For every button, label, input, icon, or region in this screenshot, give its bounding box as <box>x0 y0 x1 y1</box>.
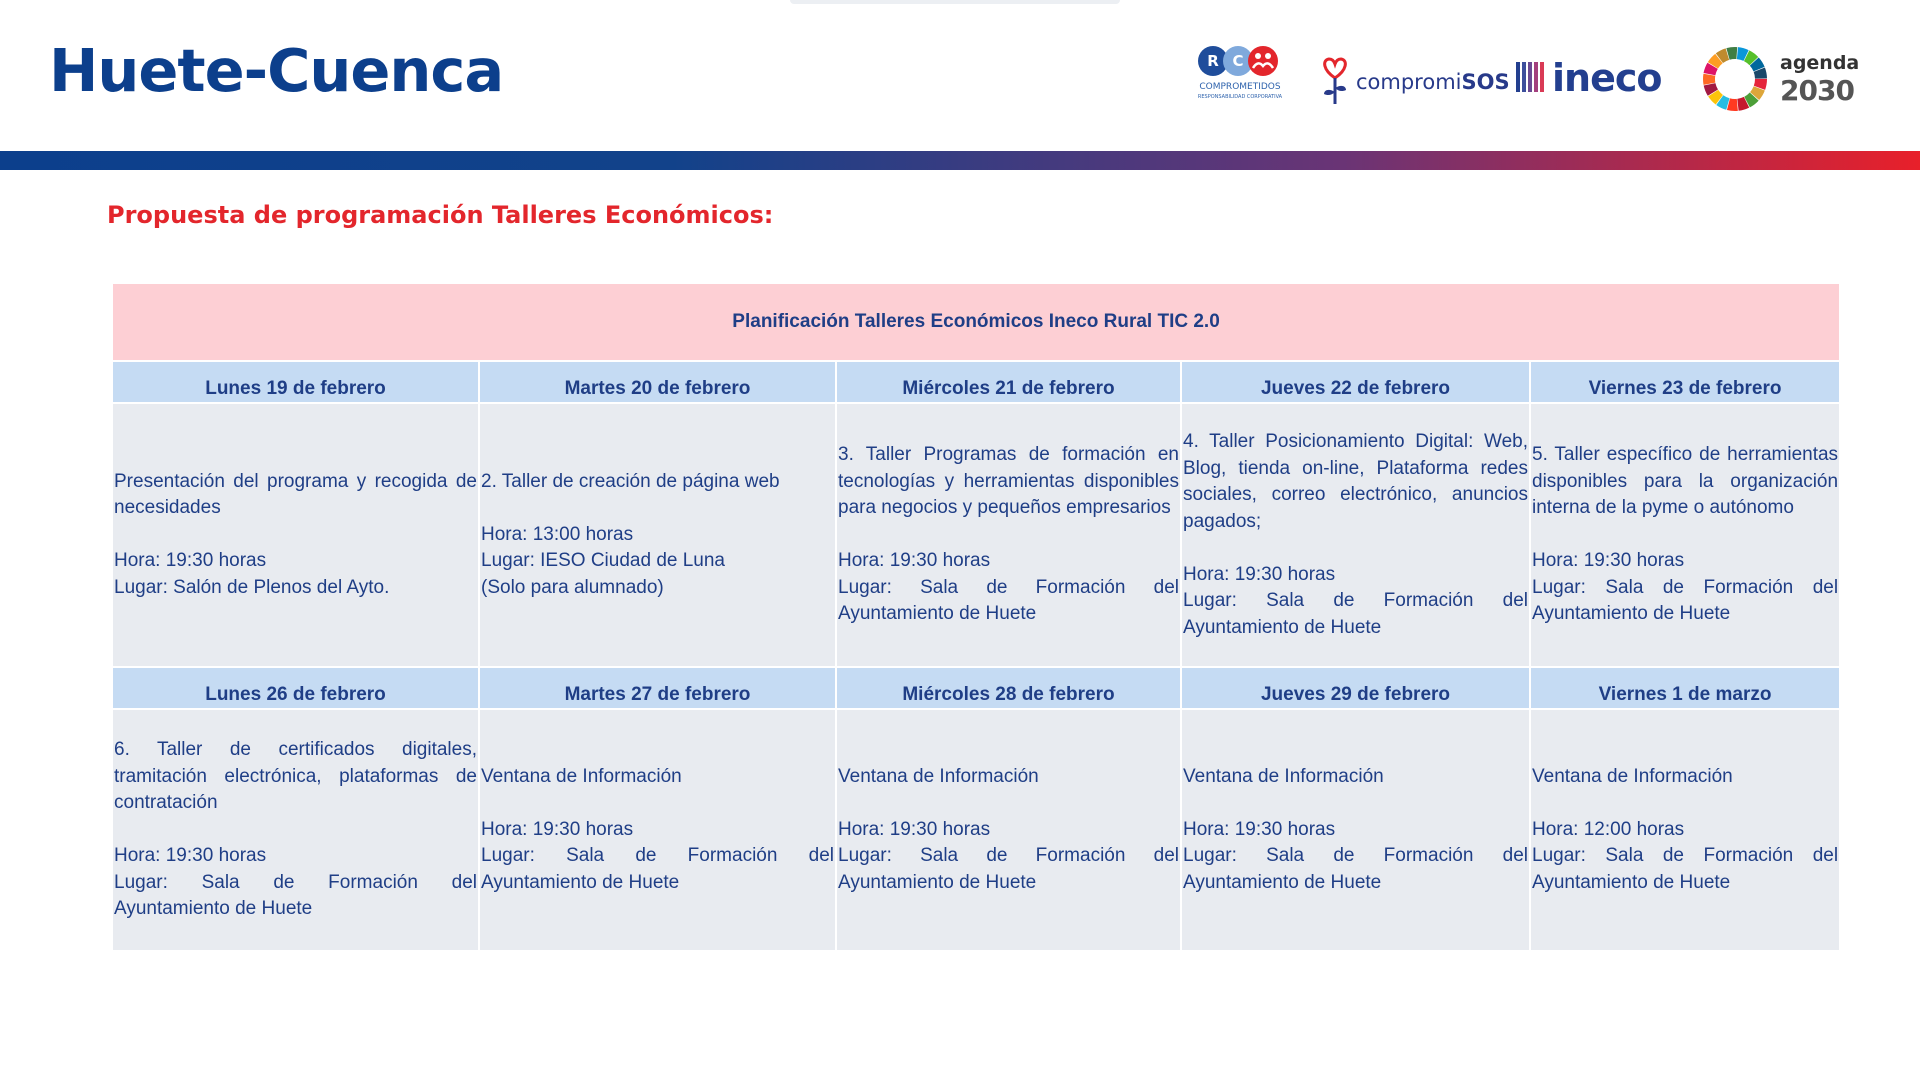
table-caption: Planificación Talleres Económicos Ineco Rural TIC 2.0 <box>112 283 1840 361</box>
schedule-table <box>111 282 1841 952</box>
table-row-days-week2 <box>112 667 1840 709</box>
day-header: Jueves 29 de febrero <box>1181 667 1530 709</box>
sdg-wheel-icon <box>1700 44 1770 114</box>
day-header: Miércoles 21 de febrero <box>836 361 1181 403</box>
day-header: Lunes 19 de febrero <box>112 361 479 403</box>
session-cell: 3. Taller Programas de formación en tecnologías y herramientas disponibles para negocios y pequeños empresarios Hora: 19:30 horas Lugar: Sala de Formación del Ayuntamiento de Huete <box>836 403 1181 667</box>
day-header: Jueves 22 de febrero <box>1181 361 1530 403</box>
session-cell: Ventana de Información Hora: 19:30 horas Lugar: Sala de Formación del Ayuntamiento de Huete <box>1181 709 1530 951</box>
ineco-bars-icon <box>1516 62 1550 92</box>
session-cell: Presentación del programa y recogida de necesidades Hora: 19:30 horas Lugar: Salón de Plenos del Ayto. <box>112 403 479 667</box>
table-row-days-week1 <box>112 361 1840 403</box>
table-row-sessions-week2 <box>112 709 1840 951</box>
day-header: Martes 20 de febrero <box>479 361 836 403</box>
session-cell: 2. Taller de creación de página web Hora: 13:00 horas Lugar: IESO Ciudad de Luna (Solo para alumnado) <box>479 403 836 667</box>
session-cell: 5. Taller específico de herramientas disponibles para la organización interna de la pyme o autónomo Hora: 19:30 horas Lugar: Sala de Formación del Ayuntamiento de Huete <box>1530 403 1840 667</box>
session-cell: Ventana de Información Hora: 12:00 horas Lugar: Sala de Formación del Ayuntamiento de Huete <box>1530 709 1840 951</box>
table-row-sessions-week1 <box>112 403 1840 667</box>
day-header: Viernes 23 de febrero <box>1530 361 1840 403</box>
agenda-2030-logo: agenda 2030 <box>1700 44 1860 116</box>
heart-flower-icon <box>1318 56 1352 106</box>
session-cell: Ventana de Información Hora: 19:30 horas Lugar: Sala de Formación del Ayuntamiento de Huete <box>836 709 1181 951</box>
section-subtitle: Propuesta de programación Talleres Económicos: <box>107 201 774 229</box>
day-header: Lunes 26 de febrero <box>112 667 479 709</box>
people-icon <box>1248 46 1278 76</box>
ineco-logo: ineco <box>1516 56 1676 96</box>
partner-logos <box>1190 42 1920 122</box>
day-header: Martes 27 de febrero <box>479 667 836 709</box>
comprosos-logo: compromiSOS <box>1318 56 1498 106</box>
session-cell: Ventana de Información Hora: 19:30 horas Lugar: Sala de Formación del Ayuntamiento de Huete <box>479 709 836 951</box>
top-tab-strip <box>790 0 1120 4</box>
day-header: Miércoles 28 de febrero <box>836 667 1181 709</box>
day-header: Viernes 1 de marzo <box>1530 667 1840 709</box>
session-cell: 4. Taller Posicionamiento Digital: Web, Blog, tienda on-line, Plataforma redes sociales, correo electrónico, anuncios pagados; Hora: 19:30 horas Lugar: Sala de Formación del Ayuntamiento de Huete <box>1181 403 1530 667</box>
rc-comprometidos-logo: R C COMPROMETIDOS RESPONSABILIDAD CORPORATIVA <box>1190 46 1290 116</box>
header-gradient-band <box>0 151 1920 170</box>
page-title: Huete-Cuenca <box>49 36 504 105</box>
session-cell: 6. Taller de certificados digitales, tramitación electrónica, plataformas de contratación Hora: 19:30 horas Lugar: Sala de Formación del Ayuntamiento de Huete <box>112 709 479 951</box>
